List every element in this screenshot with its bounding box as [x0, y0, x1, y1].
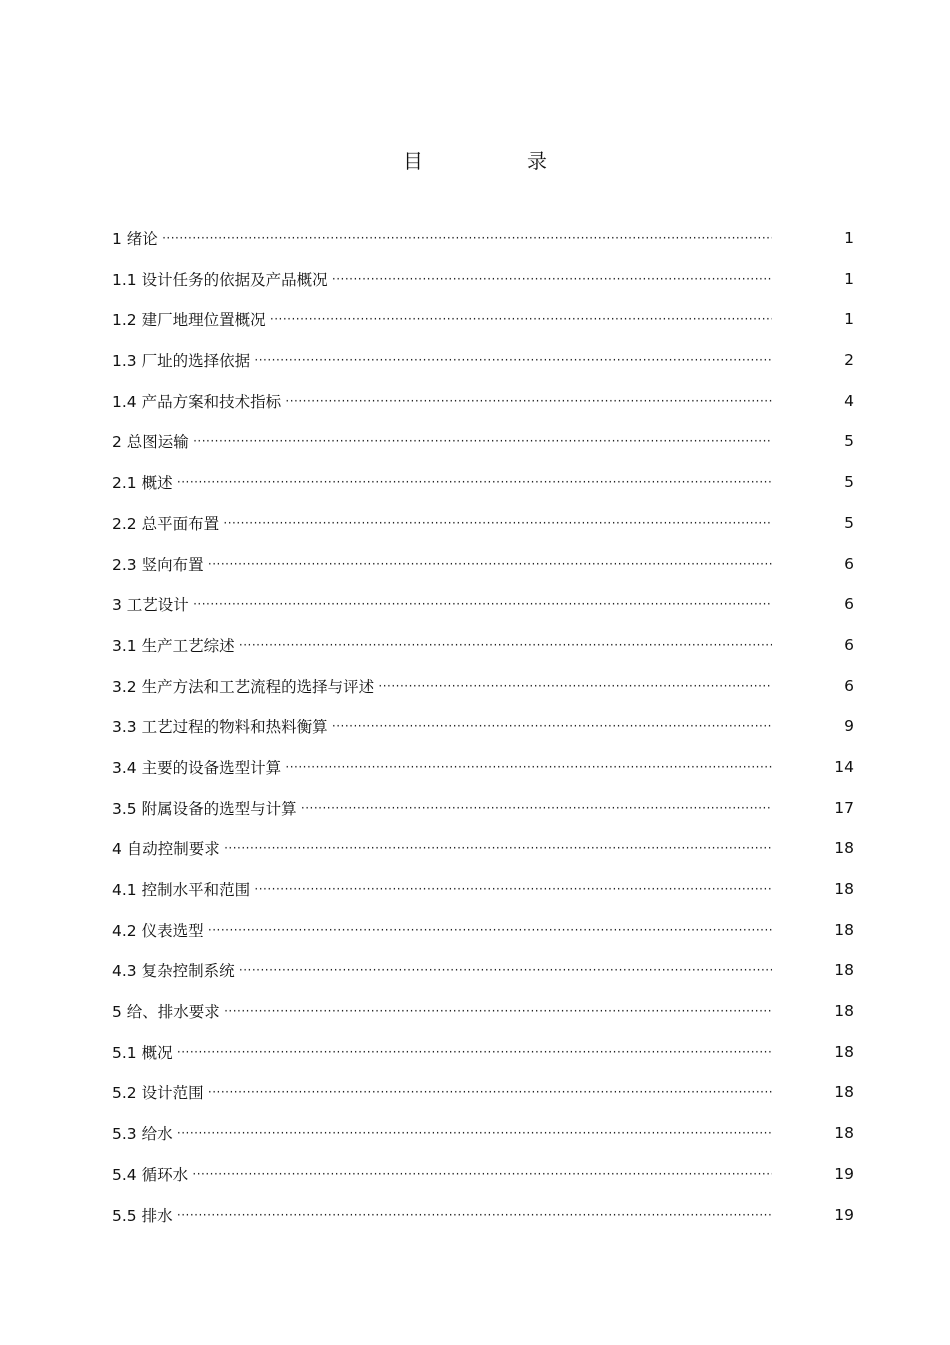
toc-entry-1-4[interactable]: [112, 388, 854, 429]
page-title: 目 录: [403, 149, 589, 173]
toc-entry-label: 4.3 复杂控制系统 ·····: [112, 957, 772, 984]
toc-entry-label: 2.1 概述 ·····: [112, 469, 772, 496]
toc-entry-page: 1: [844, 269, 854, 288]
toc-entry-5-1[interactable]: [112, 1039, 854, 1080]
toc-entry-label: 4.2 仪表选型 ·····: [112, 917, 772, 944]
toc-entry-1-1[interactable]: [112, 266, 854, 307]
toc-entry-page: 4: [844, 391, 854, 410]
toc-entry-3-2[interactable]: [112, 673, 854, 714]
toc-entry-4-2[interactable]: [112, 917, 854, 958]
toc-entry-3-3[interactable]: [112, 713, 854, 754]
toc-entry-label: 4.1 控制水平和范围 ·····: [112, 876, 772, 903]
toc-entry-label: 1.4 产品方案和技术指标 ·····: [112, 388, 772, 415]
toc-entry-2-3[interactable]: [112, 551, 854, 592]
toc-entry-3-1[interactable]: [112, 632, 854, 673]
toc-entry-1[interactable]: [112, 225, 854, 266]
toc-entry-label: 5.3 给水 ·····: [112, 1120, 772, 1147]
toc-entry-page: 9: [844, 717, 854, 736]
toc-entry-5-4[interactable]: [112, 1161, 854, 1202]
toc-entry-label: 3.5 附属设备的选型与计算 ·····: [112, 795, 772, 822]
toc-entry-page: 18: [834, 1002, 854, 1021]
table-of-contents: [112, 225, 854, 1242]
toc-entry-5-5[interactable]: [112, 1202, 854, 1243]
toc-entry-label: 5.1 概况 ·····: [112, 1039, 772, 1066]
toc-entry-2[interactable]: [112, 428, 854, 469]
toc-entry-page: 18: [834, 839, 854, 858]
toc-entry-4-3[interactable]: [112, 957, 854, 998]
toc-entry-label: 1.3 厂址的选择依据 ·····: [112, 347, 772, 374]
toc-entry-label: 1.1 设计任务的依据及产品概况 ·····: [112, 266, 772, 293]
toc-entry-1-2[interactable]: [112, 306, 854, 347]
toc-entry-5-3[interactable]: [112, 1120, 854, 1161]
toc-entry-page: 1: [844, 310, 854, 329]
toc-entry-5[interactable]: [112, 998, 854, 1039]
toc-entry-4[interactable]: [112, 835, 854, 876]
toc-entry-page: 6: [844, 595, 854, 614]
toc-entry-label: 2.2 总平面布置 ·····: [112, 510, 772, 537]
toc-entry-label: 3.3 工艺过程的物料和热料衡算 ·····: [112, 713, 772, 740]
toc-entry-4-1[interactable]: [112, 876, 854, 917]
toc-entry-label: 5 给、排水要求 ·····: [112, 998, 772, 1025]
toc-entry-page: 18: [834, 880, 854, 898]
toc-entry-page: 6: [844, 554, 854, 573]
toc-entry-page: 5: [844, 473, 854, 492]
toc-entry-page: 19: [834, 1205, 854, 1224]
toc-entry-page: 2: [844, 351, 854, 370]
toc-entry-page: 17: [834, 798, 854, 817]
toc-entry-page: 5: [844, 513, 854, 532]
toc-entry-label: 3 工艺设计 ·····: [112, 591, 772, 618]
toc-entry-label: 3.1 生产工艺综述 ·····: [112, 632, 772, 659]
toc-entry-page: 1: [844, 229, 854, 247]
toc-entry-3-4[interactable]: [112, 754, 854, 795]
toc-entry-label: 2 总图运输 ·····: [112, 428, 772, 455]
toc-entry-page: 18: [834, 1083, 854, 1102]
toc-entry-label: 3.4 主要的设备选型计算 ·····: [112, 754, 772, 781]
toc-entry-page: 18: [834, 961, 854, 980]
toc-entry-page: 6: [844, 635, 854, 654]
toc-entry-label: 5.5 排水 ·····: [112, 1202, 772, 1229]
toc-entry-label: 5.4 循环水 ·····: [112, 1161, 772, 1188]
toc-entry-page: 14: [834, 757, 854, 776]
toc-entry-page: 18: [834, 920, 854, 939]
toc-entry-page: 6: [844, 676, 854, 695]
toc-entry-label: 4 自动控制要求 ·····: [112, 835, 772, 862]
toc-entry-2-1[interactable]: [112, 469, 854, 510]
toc-entry-label: 1.2 建厂地理位置概况 ·····: [112, 306, 772, 333]
toc-entry-5-2[interactable]: [112, 1079, 854, 1120]
toc-entry-label: 3.2 生产方法和工艺流程的选择与评述 ·····: [112, 673, 772, 700]
toc-entry-page: 18: [834, 1124, 854, 1143]
toc-entry-label: 2.3 竖向布置 ·····: [112, 551, 772, 578]
toc-entry-page: 19: [834, 1164, 854, 1183]
toc-entry-page: 18: [834, 1042, 854, 1061]
toc-entry-page: 5: [844, 432, 854, 451]
toc-entry-3-5[interactable]: [112, 795, 854, 836]
toc-entry-label: 5.2 设计范围 ·····: [112, 1079, 772, 1106]
toc-entry-2-2[interactable]: [112, 510, 854, 551]
toc-entry-3[interactable]: [112, 591, 854, 632]
toc-entry-1-3[interactable]: [112, 347, 854, 388]
toc-entry-label: 1 绪论 ·····: [112, 225, 772, 252]
